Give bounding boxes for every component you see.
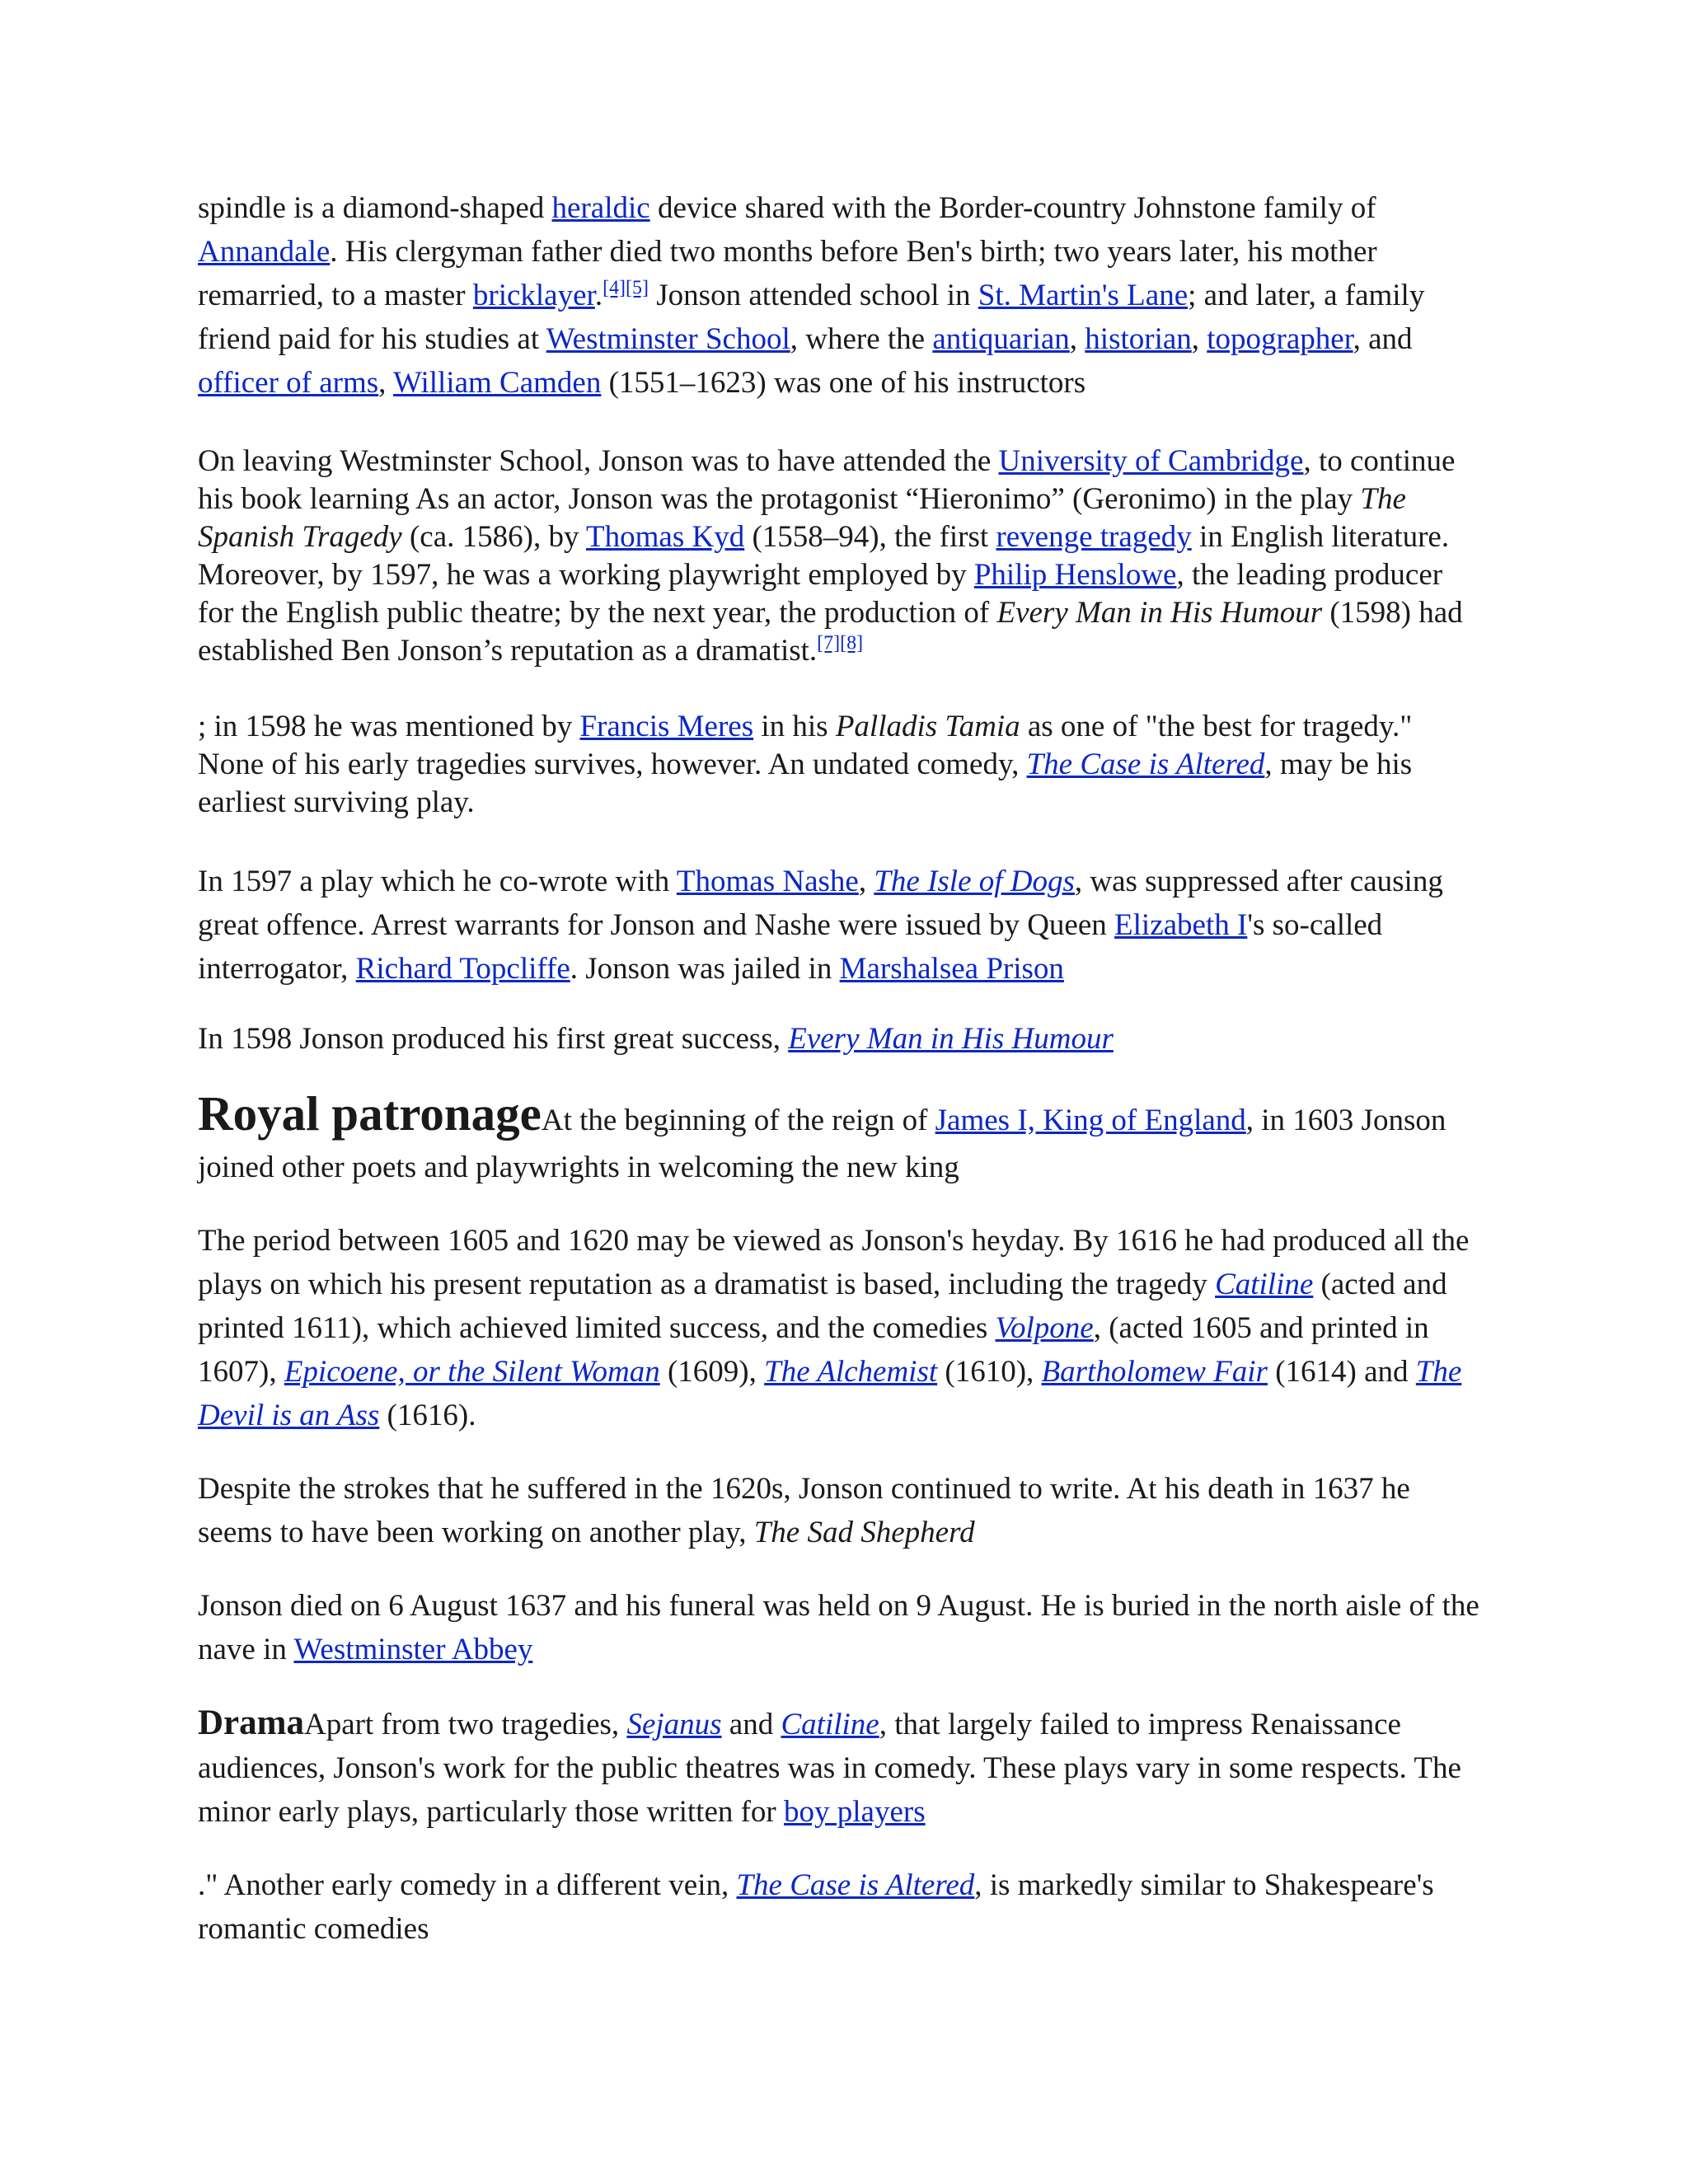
heading-royal-patronage: Royal patronage xyxy=(198,1086,542,1141)
link-topographer[interactable]: topographer xyxy=(1207,322,1353,356)
text: spindle is a diamond-shaped xyxy=(198,191,552,225)
text: Jonson attended school in xyxy=(649,279,978,312)
paragraph-late-years xyxy=(198,1467,1484,1554)
link-bricklayer[interactable]: bricklayer xyxy=(472,279,595,312)
text: , that largely failed to impress Renaissance audiences, Jonson's work for the public theatres was in comedy. These plays vary in some respects. The minor early plays, particularly those written for xyxy=(198,1708,1461,1829)
link-bartholomew-fair[interactable]: Bartholomew Fair xyxy=(1041,1355,1268,1389)
link-annandale[interactable]: Annandale xyxy=(198,235,331,269)
text: (1610), xyxy=(937,1355,1042,1389)
text: , was suppressed after causing great offence. Arrest warrants for Jonson and Nashe were issued by Queen xyxy=(198,865,1443,942)
paragraph-first-success xyxy=(198,1017,1484,1061)
text: . xyxy=(594,279,603,312)
text: At the beginning of the reign of xyxy=(541,1104,935,1137)
title-every-man: Every Man in His Humour xyxy=(996,596,1323,630)
link-james-i[interactable]: James I, King of England xyxy=(935,1104,1246,1137)
link-volpone[interactable]: Volpone xyxy=(995,1311,1094,1345)
link-st-martins-lane[interactable]: St. Martin's Lane xyxy=(978,279,1189,312)
document-body xyxy=(198,186,1484,1951)
paragraph-family-background xyxy=(198,186,1484,405)
link-francis-meres[interactable]: Francis Meres xyxy=(579,710,754,743)
link-william-camden[interactable]: William Camden xyxy=(393,366,602,400)
text: Despite the strokes that he suffered in the 1620s, Jonson continued to write. At his death in 1637 he seems to have been working on another play, xyxy=(198,1472,1410,1549)
text: . His clergyman father died two months before Ben's birth; two years later, his mother remarried, to a master xyxy=(198,235,1377,312)
title-spanish-tragedy: The Spanish Tragedy xyxy=(198,482,1406,554)
text: Jonson died on 6 August 1637 and his funeral was held on 9 August. He is buried in the north aisle of the nave in xyxy=(198,1589,1479,1666)
text: , may be his earliest surviving play. xyxy=(198,748,1413,819)
text: In 1598 Jonson produced his first great success, xyxy=(198,1022,789,1056)
text: , xyxy=(1191,322,1207,356)
link-historian[interactable]: historian xyxy=(1085,322,1192,356)
text: , xyxy=(378,366,394,400)
text: (1558–94), the first xyxy=(744,520,996,554)
reference-4[interactable]: [4] xyxy=(603,277,626,299)
title-sad-shepherd: The Sad Shepherd xyxy=(753,1516,975,1549)
link-elizabeth-i[interactable]: Elizabeth I xyxy=(1114,908,1248,942)
text: , xyxy=(858,865,874,898)
text: , (acted 1605 and printed in 1607), xyxy=(198,1311,1429,1389)
text: (1551–1623) was one of his instructors xyxy=(601,366,1086,400)
reference-5[interactable]: [5] xyxy=(626,277,649,299)
text: in English literature. Moreover, by 1597, he was a working playwright employed by xyxy=(198,520,1450,592)
link-catiline-2[interactable]: Catiline xyxy=(781,1708,879,1741)
text: , where the xyxy=(790,322,933,356)
link-heraldic[interactable]: heraldic xyxy=(551,191,650,225)
text: On leaving Westminster School, Jonson was to have attended the xyxy=(198,444,999,478)
link-isle-of-dogs[interactable]: The Isle of Dogs xyxy=(874,865,1075,898)
paragraph-heyday xyxy=(198,1219,1484,1437)
link-boy-players[interactable]: boy players xyxy=(784,1795,926,1829)
link-epicoene[interactable]: Epicoene, or the Silent Woman xyxy=(284,1355,660,1389)
text: In 1597 a play which he co-wrote with xyxy=(198,865,677,898)
paragraph-romantic-comedies xyxy=(198,1863,1484,1951)
text: in his xyxy=(753,710,836,743)
text: , xyxy=(1069,322,1085,356)
text: (1616). xyxy=(379,1399,476,1432)
link-antiquarian[interactable]: antiquarian xyxy=(932,322,1070,356)
text: , the leading producer for the English public theatre; by the next year, the production of xyxy=(198,558,1443,630)
link-the-alchemist[interactable]: The Alchemist xyxy=(764,1355,938,1389)
text: and xyxy=(721,1708,781,1741)
link-westminster-school[interactable]: Westminster School xyxy=(546,322,790,356)
text: , and xyxy=(1353,322,1413,356)
text: 's so-called interrogator, xyxy=(198,908,1383,986)
text: , is markedly similar to Shakespeare's romantic comedies xyxy=(198,1868,1434,1946)
reference-7[interactable]: [7] xyxy=(817,632,841,654)
text: (1598) had established Ben Jonson’s reputation as a dramatist. xyxy=(198,596,1463,668)
link-richard-topcliffe[interactable]: Richard Topcliffe xyxy=(355,952,570,986)
text: Apart from two tragedies, xyxy=(303,1708,627,1741)
paragraph-early-career xyxy=(198,443,1484,670)
link-case-is-altered[interactable]: The Case is Altered xyxy=(1026,748,1265,781)
text: . Jonson was jailed in xyxy=(570,952,840,986)
heading-drama: Drama xyxy=(198,1704,304,1742)
text: (acted and printed 1611), which achieved limited success, and the comedies xyxy=(198,1268,1447,1345)
text: ; in 1598 he was mentioned by xyxy=(198,710,580,743)
link-thomas-kyd[interactable]: Thomas Kyd xyxy=(586,520,745,554)
text: , to continue his book learning As an actor, Jonson was the protagonist “Hieronimo” (Geronimo) in the play xyxy=(198,444,1456,516)
text: (1609), xyxy=(659,1355,765,1389)
link-philip-henslowe[interactable]: Philip Henslowe xyxy=(973,558,1177,592)
link-officer-of-arms[interactable]: officer of arms xyxy=(198,366,379,400)
link-marshalsea-prison[interactable]: Marshalsea Prison xyxy=(839,952,1064,986)
title-palladis-tamia: Palladis Tamia xyxy=(835,710,1020,743)
paragraph-death xyxy=(198,1584,1484,1671)
link-case-is-altered-2[interactable]: The Case is Altered xyxy=(736,1868,975,1902)
link-thomas-nashe[interactable]: Thomas Nashe xyxy=(676,865,859,898)
text: ; and later, a family friend paid for his studies at xyxy=(198,279,1425,356)
link-westminster-abbey[interactable]: Westminster Abbey xyxy=(293,1633,533,1666)
text: , in 1603 Jonson joined other poets and playwrights in welcoming the new king xyxy=(198,1104,1447,1184)
text: device shared with the Border-country Johnstone family of xyxy=(649,191,1376,225)
link-university-of-cambridge[interactable]: University of Cambridge xyxy=(998,444,1304,478)
paragraph-isle-of-dogs xyxy=(198,860,1484,991)
paragraph-drama xyxy=(198,1701,1484,1834)
reference-8[interactable]: [8] xyxy=(840,632,864,654)
text: The period between 1605 and 1620 may be viewed as Jonson's heyday. By 1616 he had produced all the plays on which his present reputation as a dramatist is based, including the tragedy xyxy=(198,1224,1470,1301)
link-devil-is-an-ass[interactable]: The Devil is an Ass xyxy=(198,1355,1462,1432)
paragraph-royal-patronage xyxy=(198,1086,1484,1191)
paragraph-meres xyxy=(198,708,1484,822)
link-sejanus[interactable]: Sejanus xyxy=(626,1708,722,1741)
link-revenge-tragedy[interactable]: revenge tragedy xyxy=(996,520,1192,554)
link-every-man-in-his-humour[interactable]: Every Man in His Humour xyxy=(788,1022,1114,1056)
text: as one of "the best for tragedy." None of his early tragedies survives, however. An undated comedy, xyxy=(198,710,1413,781)
link-catiline[interactable]: Catiline xyxy=(1215,1268,1314,1301)
text: (ca. 1586), by xyxy=(401,520,587,554)
text: ." Another early comedy in a different vein, xyxy=(198,1868,737,1902)
text: (1614) and xyxy=(1267,1355,1416,1389)
